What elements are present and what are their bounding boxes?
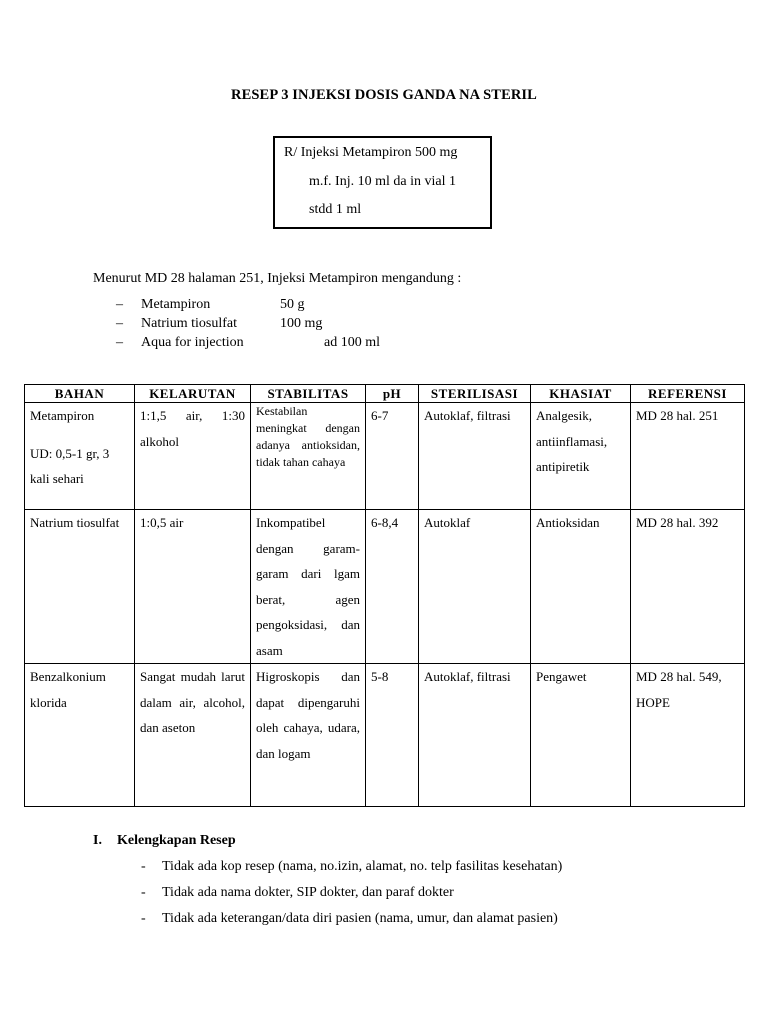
prescription-line-1: R/ Injeksi Metampiron 500 mg — [284, 145, 458, 160]
dose-note: UD: 0,5-1 gr, 3 kali sehari — [30, 445, 110, 486]
col-header-referensi: REFERENSI — [631, 385, 745, 403]
cell-ph: 6-7 — [366, 403, 419, 510]
cell-bahan: Metampiron UD: 0,5-1 gr, 3 kali sehari — [25, 403, 135, 510]
cell-sterilisasi: Autoklaf, filtrasi — [419, 664, 531, 807]
cell-stabilitas: Higroskopis dan dapat dipengaruhi oleh cahaya, udara, dan logam — [251, 664, 366, 807]
cell-bahan: Natrium tiosulfat — [25, 510, 135, 664]
section-title: Kelengkapan Resep — [117, 833, 236, 848]
section-number: I. — [93, 833, 102, 848]
bullet-dash: - — [141, 885, 146, 900]
prescription-line-2: m.f. Inj. 10 ml da in vial 1 — [309, 174, 456, 189]
cell-kelarutan: 1:0,5 air — [135, 510, 251, 664]
ingredient-name: Aqua for injection — [141, 335, 244, 350]
prescription-box — [273, 136, 492, 229]
table-row — [25, 510, 745, 664]
ingredient-name: Natrium tiosulfat — [141, 316, 238, 331]
composition-intro: Menurut MD 28 halaman 251, Injeksi Metampiron mengandung : — [93, 271, 462, 286]
cell-bahan: Benzalkonium klorida — [25, 664, 135, 807]
bullet-dash: - — [141, 911, 146, 926]
ingredient-qty: 50 g — [280, 297, 305, 312]
table-row — [25, 403, 745, 510]
ingredient-name: Metampiron — [141, 297, 211, 312]
cell-kelarutan: Sangat mudah larut dalam air, alcohol, dan aseton — [135, 664, 251, 807]
cell-khasiat: Antioksidan — [531, 510, 631, 664]
col-header-sterilisasi: STERILISASI — [419, 385, 531, 403]
cell-sterilisasi: Autoklaf, filtrasi — [419, 403, 531, 510]
col-header-bahan: BAHAN — [25, 385, 135, 403]
cell-ph: 6-8,4 — [366, 510, 419, 664]
cell-stabilitas: Inkompatibel dengan garam-garam dari lgam berat, agen pengoksidasi, dan asam — [251, 510, 366, 664]
bullet-dash: - — [141, 859, 146, 874]
col-header-kelarutan: KELARUTAN — [135, 385, 251, 403]
col-header-khasiat: KHASIAT — [531, 385, 631, 403]
cell-referensi: MD 28 hal. 392 — [631, 510, 745, 664]
cell-khasiat: Pengawet — [531, 664, 631, 807]
cell-referensi: MD 28 hal. 549, HOPE — [631, 664, 745, 807]
cell-stabilitas: Kestabilan meningkat dengan adanya antioksidan, tidak tahan cahaya — [251, 403, 366, 510]
cell-ph: 5-8 — [366, 664, 419, 807]
cell-kelarutan: 1:1,5 air, 1:30 alkohol — [135, 403, 251, 510]
ingredient-qty: 100 mg — [280, 316, 323, 331]
cell-sterilisasi: Autoklaf — [419, 510, 531, 664]
cell-khasiat: Analgesik, antiinflamasi, antipiretik — [531, 403, 631, 510]
ingredients-table — [24, 384, 745, 807]
prescription-line-3: stdd 1 ml — [309, 202, 362, 217]
col-header-stabilitas: STABILITAS — [251, 385, 366, 403]
col-header-ph: pH — [366, 385, 419, 403]
table-header-row — [25, 385, 745, 403]
ingredient-qty: ad 100 ml — [324, 335, 380, 350]
table-row — [25, 664, 745, 807]
page-title: RESEP 3 INJEKSI DOSIS GANDA NA STERIL — [231, 87, 537, 103]
cell-referensi: MD 28 hal. 251 — [631, 403, 745, 510]
